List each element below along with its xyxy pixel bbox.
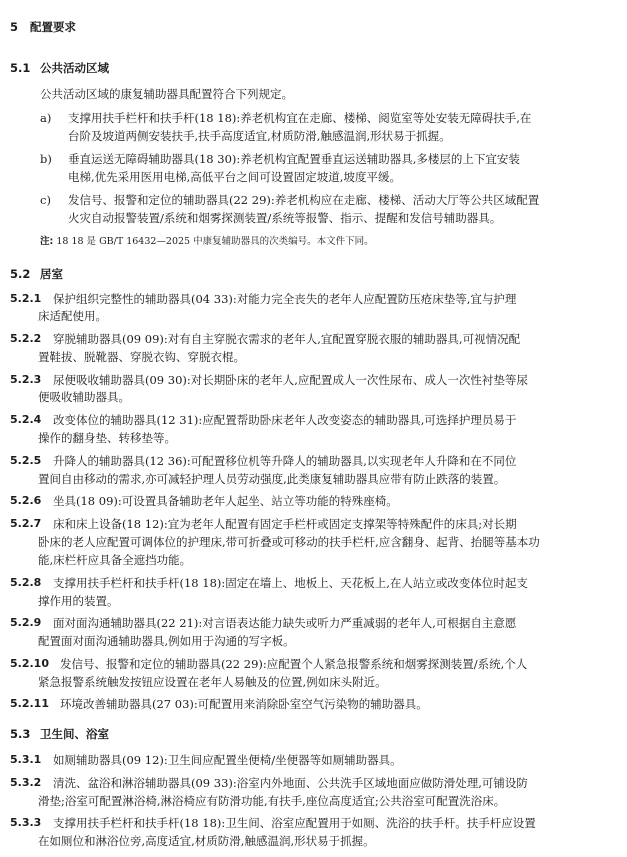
clause-5-2-10-line2: 紧急报警系统触发按钮应设置在老年人易触及的位置,例如床头附近。 [38,675,387,689]
clause-5-2-1-line2: 床适配使用。 [38,309,107,323]
clause-number-5-2-6: 5.2.6 [10,494,42,507]
note [40,236,374,248]
clause-5-2-5-line1: 升降人的辅助器具(12 36):可配置移位机等升降人的辅助器具,以实现老年人升降和在不同位 [53,454,517,468]
clause-5-3-2-line2: 滑垫;浴室可配置淋浴椅,淋浴椅应有防滑功能,有扶手,座位高度适宜;公共浴室可配置洗浴床。 [38,794,506,808]
clause-5-2-8-line2: 撑作用的装置。 [38,594,119,608]
clause-5-2-8-line1: 支撑用扶手栏杆和扶手杆(18 18):固定在墙上、地板上、天花板上,在人站立或改变体位时起支 [53,576,528,590]
clause-5-2-7-line2: 卧床的老人应配置可调体位的护理床,带可折叠或可移动的扶手栏杆,应含翻身、起背、抬腿等基本功 [38,535,540,549]
clause-5-3-3-line2: 在如厕位和淋浴位旁,高度适宜,材质防滑,触感温润,形状易于抓握。 [38,834,375,848]
clause-number-5-2-11: 5.2.11 [10,697,49,710]
clause-5-2-1-line1: 保护组织完整性的辅助器具(04 33):对能力完全丧失的老年人应配置防压疮床垫等,宜与护理 [53,292,517,306]
list-item-a-line2: 台阶及坡道两侧安装扶手,扶手高度适宜,材质防滑,触感温润,形状易于抓握。 [68,129,451,143]
clause-5-2-4-line2: 操作的翻身垫、转移垫等。 [38,431,176,445]
clause-number-5-2-2: 5.2.2 [10,332,42,345]
clause-5-2-3-line1: 尿便吸收辅助器具(09 30):对长期卧床的老年人,应配置成人一次性尿布、成人一次性衬垫等尿 [53,373,528,387]
list-item-b-line2: 电梯,优先采用医用电梯,高低平台之间可设置固定坡道,坡度平缓。 [68,170,401,184]
clause-number-5-3-1: 5.3.1 [10,753,42,766]
clause-5-2-10-line1: 发信号、报警和定位的辅助器具(22 29):应配置个人紧急报警系统和烟雾探测装置/系统,个人 [60,657,528,671]
list-item-marker-c: c) [40,193,51,207]
section-number: 5.1 [10,61,31,75]
section-title: 公共活动区域 [40,61,109,75]
list-item-marker-b: b) [40,152,52,166]
section-heading-5-2 [10,266,63,282]
clause-5-2-6-line1: 坐具(18 09):可设置具备辅助老年人起坐、站立等功能的特殊座椅。 [53,494,398,508]
note-text: 18 18 是 GB/T 16432—2025 中康复辅助器具的次类编号。本文件下同。 [56,236,374,247]
section-title: 居室 [40,267,63,281]
section-title: 配置要求 [30,20,76,34]
clause-5-2-5-line2: 置间自由移动的需求,亦可减轻护理人员劳动强度,此类康复辅助器具应带有防止跌落的装置。 [38,472,506,486]
note-label: 注: [40,236,54,247]
section-number: 5 [10,20,19,34]
clause-5-2-7-line3: 能,床栏杆应具备全遮挡功能。 [38,553,192,567]
clause-5-2-2-line2: 置鞋拔、脱靴器、穿脱衣钩、穿脱衣棍。 [38,350,245,364]
list-item-c-line1: 发信号、报警和定位的辅助器具(22 29):养老机构应在走廊、楼梯、活动大厅等公共区域配置 [68,193,540,207]
clause-5-3-2-line1: 清洗、盆浴和淋浴辅助器具(09 33):浴室内外地面、公共洗手区域地面应做防滑处理,可铺设防 [53,776,528,790]
clause-number-5-2-3: 5.2.3 [10,373,42,386]
clause-number-5-2-9: 5.2.9 [10,616,42,629]
list-item-marker-a: a) [40,111,52,125]
clause-5-2-3-line2: 便吸收辅助器具。 [38,390,130,404]
clause-number-5-2-1: 5.2.1 [10,292,42,305]
section-heading-5-3 [10,726,109,742]
clause-number-5-3-2: 5.3.2 [10,776,42,789]
list-item-a-line1: 支撑用扶手栏杆和扶手杆(18 18):养老机构宜在走廊、楼梯、阅览室等处安装无障碍扶手,在 [68,111,532,125]
clause-5-3-1-line1: 如厕辅助器具(09 12):卫生间应配置坐便椅/坐便器等如厕辅助器具。 [53,753,402,767]
section-number: 5.3 [10,727,31,741]
clause-number-5-2-8: 5.2.8 [10,576,42,589]
section-intro: 公共活动区域的康复辅助器具配置符合下列规定。 [40,87,293,101]
clause-number-5-3-3: 5.3.3 [10,816,42,829]
list-item-b-line1: 垂直运送无障碍辅助器具(18 30):养老机构宜配置垂直运送辅助器具,多楼层的上下宜安装 [68,152,520,166]
clause-5-2-11-line1: 环境改善辅助器具(27 03):可配置用来消除卧室空气污染物的辅助器具。 [60,697,428,711]
clause-number-5-2-5: 5.2.5 [10,454,42,467]
clause-number-5-2-7: 5.2.7 [10,517,42,530]
clause-5-2-7-line1: 床和床上设备(18 12):宜为老年人配置有固定手栏杆或固定支撑架等特殊配件的床具;对长期 [53,517,517,531]
section-title: 卫生间、浴室 [40,727,109,741]
clause-number-5-2-10: 5.2.10 [10,657,49,670]
clause-5-2-9-line1: 面对面沟通辅助器具(22 21):对言语表达能力缺失或听力严重减弱的老年人,可根据自主意愿 [53,616,517,630]
list-item-c-line2: 火灾自动报警装置/系统和烟雾探测装置/系统等报警、指示、提醒和发信号辅助器具。 [68,211,502,225]
clause-5-3-3-line1: 支撑用扶手栏杆和扶手杆(18 18):卫生间、浴室应配置用于如厕、洗浴的扶手杆。扶手杆应设置 [53,816,536,830]
section-number: 5.2 [10,267,31,281]
clause-number-5-2-4: 5.2.4 [10,413,42,426]
clause-5-2-4-line1: 改变体位的辅助器具(12 31):应配置帮助卧床老年人改变姿态的辅助器具,可选择护理员易于 [53,413,517,427]
clause-5-2-9-line2: 配置面对面沟通辅助器具,例如用于沟通的写字板。 [38,634,295,648]
section-heading-5-1 [10,60,109,76]
clause-5-2-2-line1: 穿脱辅助器具(09 09):对有自主穿脱衣需求的老年人,宜配置穿脱衣服的辅助器具,可视情况配 [53,332,521,346]
section-heading-5 [10,19,76,35]
